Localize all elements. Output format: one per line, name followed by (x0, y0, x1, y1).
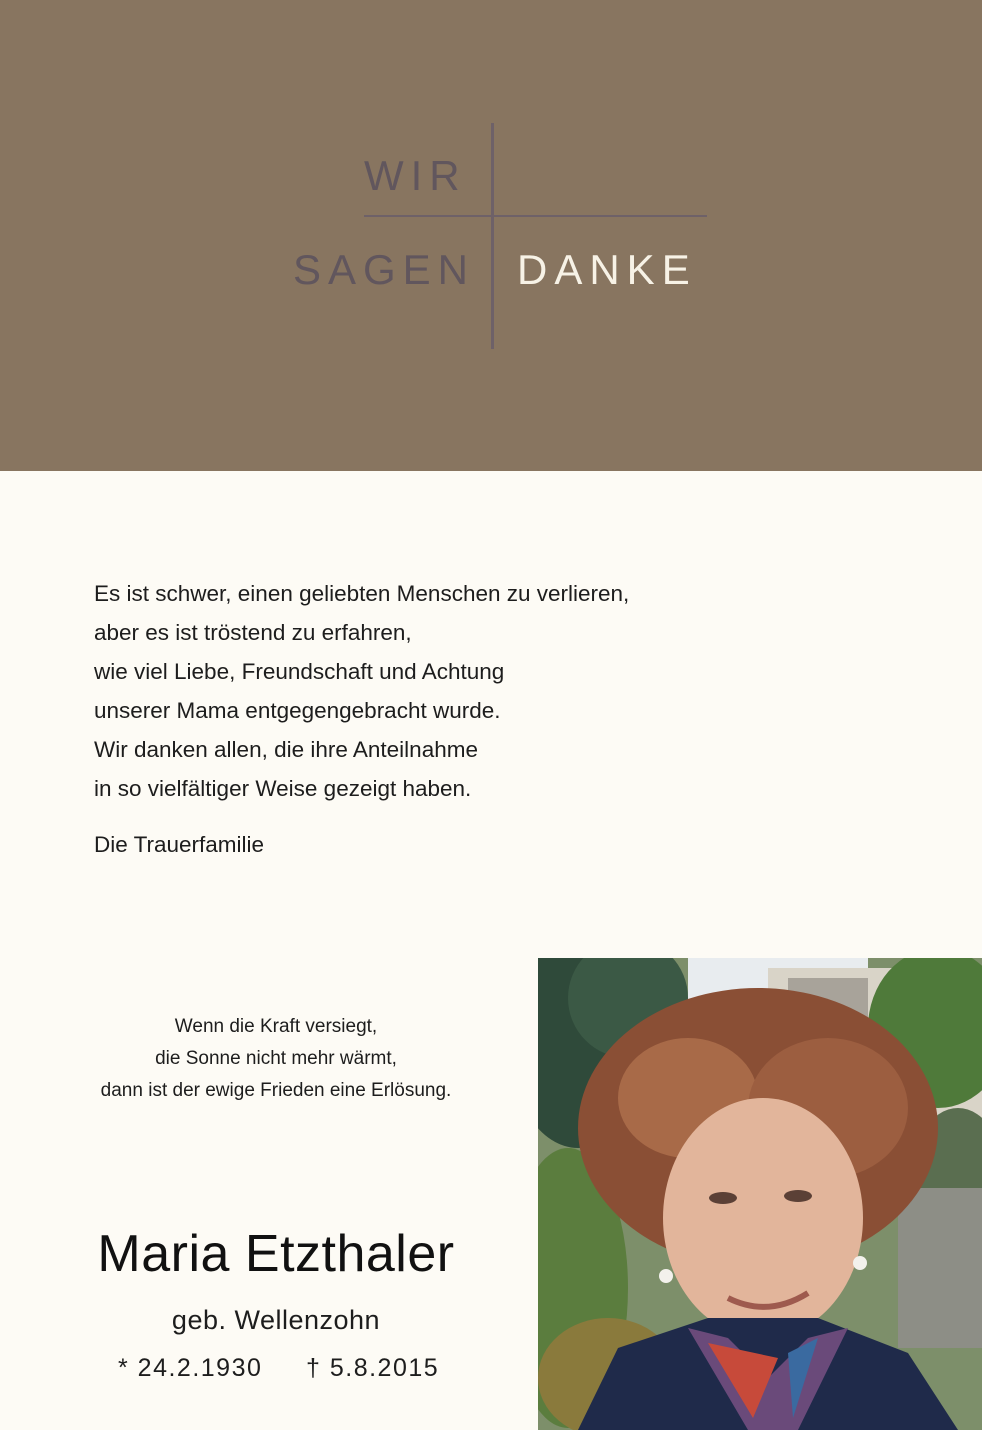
thanks-line: aber es ist tröstend zu erfahren, (94, 620, 412, 645)
thanks-paragraph (94, 574, 714, 808)
thanks-line: unserer Mama entgegengebracht wurde. (94, 698, 501, 723)
header-band (0, 0, 982, 471)
deceased-name: Maria Etzthaler (97, 1225, 455, 1283)
thanks-line: in so vielfältiger Weise gezeigt haben. (94, 776, 472, 801)
header-word-wir: WIR (364, 152, 467, 199)
header-word-sagen: SAGEN (292, 246, 475, 293)
quote-line: die Sonne nicht mehr wärmt, (155, 1048, 397, 1069)
portrait-illustration (538, 958, 982, 1430)
cross-horizontal-line (364, 215, 707, 217)
family-signature: Die Trauerfamilie (94, 832, 265, 857)
thanks-line: wie viel Liebe, Freundschaft und Achtung (94, 659, 505, 684)
portrait-photo (538, 958, 982, 1430)
header-word-danke: DANKE (517, 246, 697, 293)
birth-date: * 24.2.1930 (118, 1354, 263, 1382)
thanks-line: Wir danken allen, die ihre Anteilnahme (94, 737, 478, 762)
maiden-name: geb. Wellenzohn (171, 1305, 381, 1335)
thanks-line: Es ist schwer, einen geliebten Menschen zu verlieren, (94, 581, 630, 606)
cross-vertical-line (491, 123, 494, 349)
quote-line: dann ist der ewige Frieden eine Erlösung. (100, 1080, 452, 1101)
quote-line: Wenn die Kraft versiegt, (174, 1016, 378, 1037)
death-date: † 5.8.2015 (306, 1354, 440, 1382)
memorial-quote (60, 1011, 492, 1107)
